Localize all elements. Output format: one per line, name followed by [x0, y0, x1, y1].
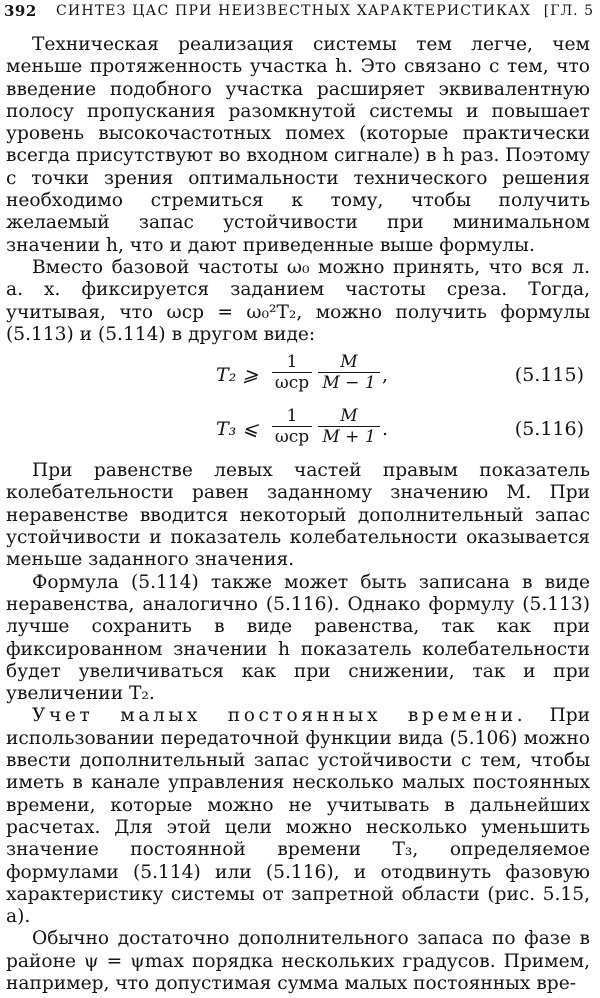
paragraph-1: Техническая реализация системы тем легче, чем меньше протяженность участка h. Это связано с тем, что введение подобного участка расширяет эквивалентную полосу пропускания разомкнутой системы и повышает уровень высокочастотных помех (которые практически всегда присутствуют во входном сигнале) в h раз. Поэтому с точки зрения оптимальности технического решения необходимо стремиться к тому, чтобы получить желаемый запас устойчивости при минимальном значении h, что и дают приведенные выше формулы. [6, 34, 590, 256]
fraction-denominator: ωср [274, 373, 310, 394]
equation-lhs: T₂ ⩾ [216, 364, 259, 387]
running-title: СИНТЕЗ ЦАС ПРИ НЕИЗВЕСТНЫХ ХАРАКТЕРИСТИКАХ [56, 3, 532, 19]
section-run-in-heading: Учет малых постоянных времени. [32, 705, 527, 727]
fraction-one-over-omega [272, 406, 312, 448]
paragraph-2: Вместо базовой частоты ω₀ можно принять, что вся л. а. х. фиксируется заданием частоты среза. Тогда, учитывая, что ωср = ω₀²T₂, можно получить формулы (5.113) и (5.114) в другом виде: [6, 256, 590, 345]
paragraph-4: Формула (5.114) также может быть записана в виде неравенства, аналогично (5.116). Однако формулу (5.113) лучше сохранить в виде равенства, так как при фиксированном значении h показатель колебательности будет увеличиваться как при снижении, так и при увеличении T₂. [6, 571, 590, 705]
fraction-m-ratio [318, 406, 380, 448]
fraction-denominator: M − 1 [322, 373, 376, 394]
equation-number: (5.115) [514, 364, 584, 387]
equation-punctuation: . [382, 418, 389, 441]
equation-punctuation: , [382, 364, 389, 387]
fraction-numerator: 1 [272, 352, 312, 373]
equation-lhs: T₃ ⩽ [216, 418, 259, 441]
paragraph-3: При равенстве левых частей правым показатель колебательности равен заданному значению M. При неравенстве вводится некоторый дополнительный запас устойчивости и показатель колебательности оказывается меньше заданного значения. [6, 460, 590, 571]
paragraph-6: Обычно достаточно дополнительного запаса по фазе в районе ψ = ψmax порядка нескольких градусов. Примем, например, что допустимая сумма малых постоянных вре- [6, 928, 590, 994]
fraction-denominator: ωср [274, 427, 310, 448]
fraction-m-ratio [318, 352, 380, 394]
fraction-numerator: 1 [272, 406, 312, 427]
body-text [6, 34, 590, 995]
chapter-marker: [ГЛ. 5 [543, 3, 594, 19]
fraction-one-over-omega [272, 352, 312, 394]
running-head [4, 2, 594, 28]
paragraph-5-body: При использовании передаточной функции вида (5.106) можно ввести дополнительный запас устойчивости с тем, чтобы иметь в канале управления несколько малых постоянных времени, которые можно не учитывать в дальнейших расчетах. Для этой цели можно несколько уменьшить значение постоянной времени T₃, определяемое формулами (5.114) или (5.116), и отодвинуть фазовую характеристику системы от запретной области (рис. 5.15, a). [6, 705, 590, 928]
equation-5-115 [6, 352, 590, 396]
equation-number: (5.116) [514, 418, 584, 441]
fraction-numerator: M [318, 352, 380, 373]
paragraph-5 [6, 705, 590, 928]
fraction-numerator: M [318, 406, 380, 427]
fraction-denominator: M + 1 [322, 427, 376, 448]
equation-5-116 [6, 406, 590, 450]
page-number: 392 [4, 2, 37, 20]
